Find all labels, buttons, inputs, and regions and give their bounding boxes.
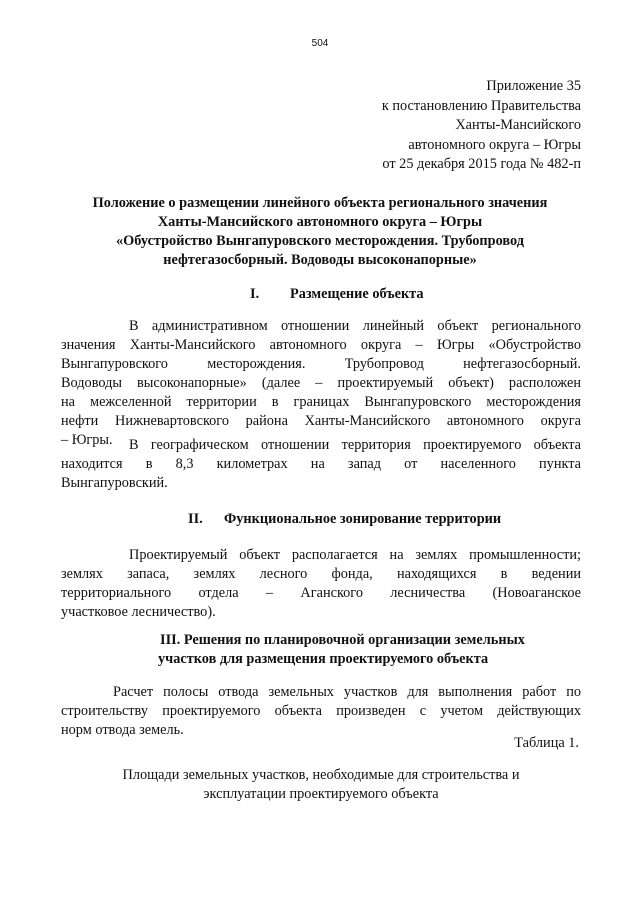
table-caption xyxy=(61,766,581,804)
document-title xyxy=(60,194,580,270)
paragraph-line: В географическом отношении территория проектируемого объекта xyxy=(129,437,581,453)
paragraph-line: Вынгапуровский. xyxy=(61,475,168,491)
paragraph-line: строительству проектируемого объекта произведен с учетом действующих xyxy=(61,703,581,719)
appendix-reference xyxy=(251,77,581,175)
title-line: Положение о размещении линейного объекта регионального значения xyxy=(92,195,548,211)
section-1-paragraph-1 xyxy=(61,317,581,450)
section-2-heading xyxy=(188,510,501,529)
paragraph-line: участковое лесничество). xyxy=(61,604,216,620)
paragraph-line: Водоводы высоконапорные» (далее – проектируемый объект) расположен xyxy=(61,375,581,391)
caption-line: эксплуатации проектируемого объекта xyxy=(203,786,439,802)
paragraph-line: Вынгапуровского месторождения. Трубопровод нефтегазосборный. xyxy=(61,356,581,372)
section-2-number: II. xyxy=(188,511,203,527)
paragraph-line: землях запаса, землях лесного фонда, находящихся в ведении xyxy=(61,566,581,582)
appendix-line: Приложение 35 xyxy=(486,78,581,94)
paragraph-line: – Югры. xyxy=(61,432,113,448)
section-1-number: I. xyxy=(250,286,260,302)
section-1-paragraph-2 xyxy=(61,436,581,493)
paragraph-line: Проектируемый объект располагается на землях промышленности; xyxy=(129,547,581,563)
paragraph-line: находится в 8,3 километрах на запад от населенного пункта xyxy=(61,456,581,472)
title-line: Ханты-Мансийского автономного округа – Югры xyxy=(157,214,483,230)
section-2-title: Функциональное зонирование территории xyxy=(224,511,502,527)
paragraph-line: Расчет полосы отвода земельных участков для выполнения работ по xyxy=(113,684,581,700)
paragraph-line: нефти Нижневартовского района Ханты-Мансийского автономного округа xyxy=(61,413,581,429)
caption-line: Площади земельных участков, необходимые для строительства и xyxy=(122,767,520,783)
section-1-heading xyxy=(250,285,424,304)
paragraph-line: на межселенной территории в границах Вынгапуровского месторождения xyxy=(61,394,581,410)
title-line: «Обустройство Вынгапуровского месторождения. Трубопровод xyxy=(115,233,525,249)
appendix-line: Ханты-Мансийского xyxy=(455,117,581,134)
section-3-heading-line-1: III. Решения по планировочной организации земельных xyxy=(160,632,525,648)
page-number: 504 xyxy=(311,38,329,49)
paragraph-line: норм отвода земель. xyxy=(61,722,184,738)
section-1-title: Размещение объекта xyxy=(290,286,424,302)
section-3-paragraph-1 xyxy=(61,683,581,740)
paragraph-line: значения Ханты-Мансийского автономного округа – Югры «Обустройство xyxy=(61,337,581,353)
paragraph-line: В административном отношении линейный объект регионального xyxy=(129,318,581,334)
appendix-line: автономного округа – Югры xyxy=(408,136,581,153)
section-3-heading-line-2: участков для размещения проектируемого объекта xyxy=(158,651,489,667)
section-2-paragraph-1 xyxy=(61,546,581,622)
title-line: нефтегазосборный. Водоводы высоконапорные» xyxy=(163,252,477,268)
paragraph-line: территориального отдела – Аганского лесничества (Новоаганское xyxy=(61,585,581,601)
table-label: Таблица 1. xyxy=(514,735,579,751)
appendix-line: от 25 декабря 2015 года № 482-п xyxy=(382,156,581,173)
appendix-line: к постановлению Правительства xyxy=(381,97,581,114)
